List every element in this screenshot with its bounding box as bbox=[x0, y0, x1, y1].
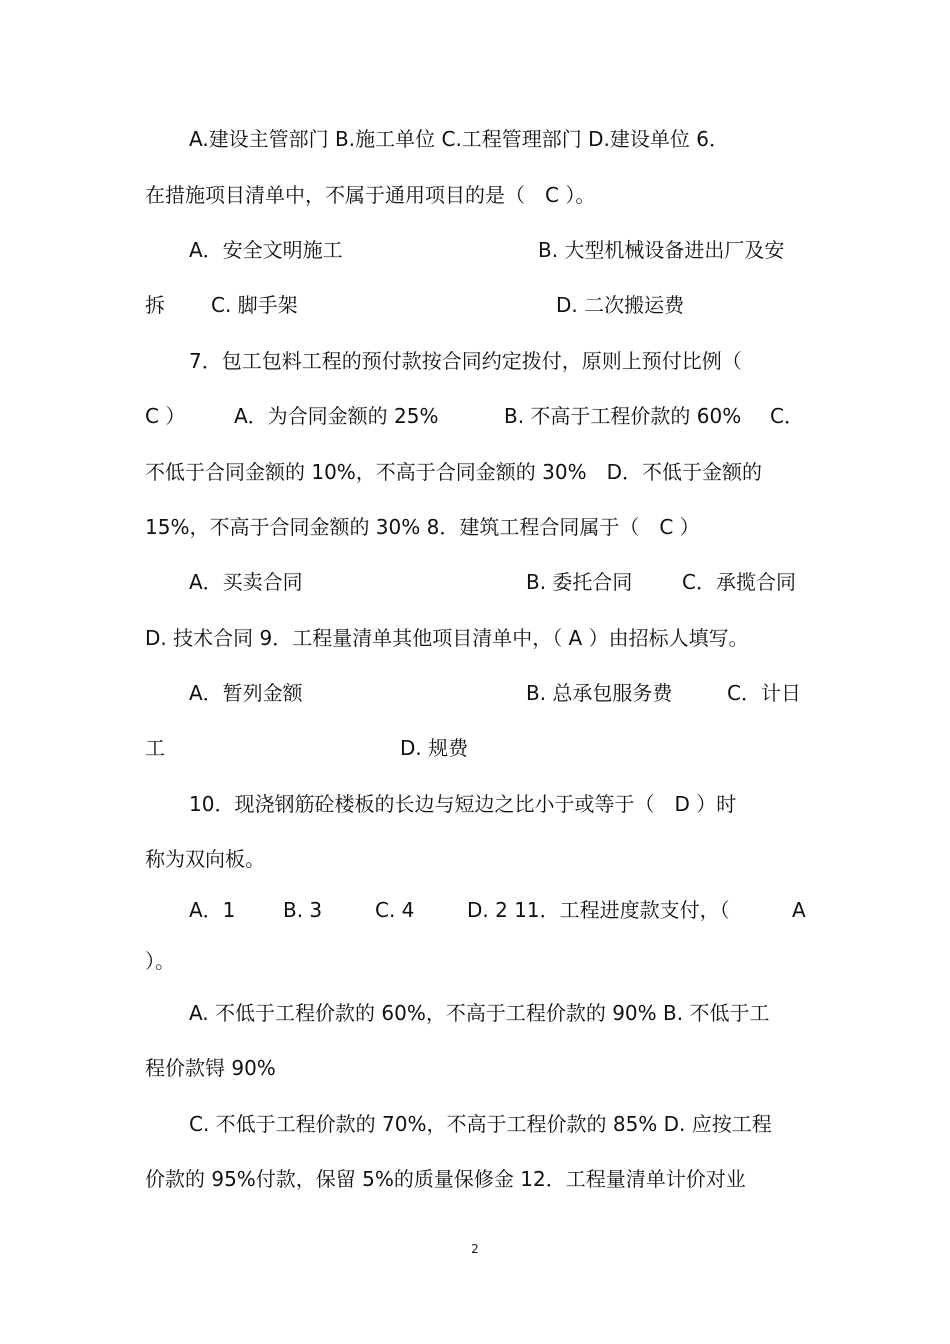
text-line-12 bbox=[0, 733, 950, 763]
text-segment: 程价款锝 90% bbox=[145, 1056, 276, 1080]
option-a: A．买卖合同 bbox=[189, 570, 303, 594]
option-b: B. 委托合同 bbox=[526, 570, 633, 594]
question-9: D. 技术合同 9．工程量清单其他项目清单中，（ A ）由招标人填写。 bbox=[145, 626, 749, 650]
text-line-14 bbox=[0, 844, 950, 874]
answer: A bbox=[792, 898, 806, 922]
text-line-20 bbox=[0, 1164, 950, 1194]
option-c: C．计日 bbox=[727, 681, 801, 705]
page-number: 2 bbox=[471, 1242, 479, 1256]
answer: C ） bbox=[145, 404, 186, 428]
option-a: A．1 bbox=[189, 898, 236, 922]
text-line-13 bbox=[0, 789, 950, 819]
text-segment: 称为双向板。 bbox=[145, 847, 265, 871]
option-c: C．承揽合同 bbox=[682, 570, 796, 594]
option-a: A．为合同金额的 25% bbox=[234, 404, 439, 428]
text-line-15 bbox=[0, 895, 950, 925]
option-b: B. 3 bbox=[283, 898, 323, 922]
text-segment: A. 不低于工程价款的 60%，不高于工程价款的 90% B. 不低于工 bbox=[189, 1001, 770, 1025]
option-b: B. 大型机械设备进出厂及安 bbox=[538, 238, 785, 262]
question-10: 10．现浇钢筋砼楼板的长边与短边之比小于或等于（ D ）时 bbox=[189, 792, 737, 816]
text-segment: 不低于合同金额的 10%，不高于合同金额的 30% D．不低于金额的 bbox=[145, 460, 763, 484]
text-line-6 bbox=[0, 401, 950, 431]
text-segment: C. 不低于工程价款的 70%，不高于工程价款的 85% D. 应按工程 bbox=[189, 1112, 772, 1136]
text-segment: 价款的 95%付款，保留 5%的质量保修金 12．工程量清单计价对业 bbox=[145, 1167, 746, 1191]
text-line-3 bbox=[0, 235, 950, 265]
option-c: C. 4 bbox=[375, 898, 415, 922]
option-a: A．暂列金额 bbox=[189, 681, 303, 705]
text-line-2 bbox=[0, 180, 950, 210]
text-segment: A.建设主管部门 B.施工单位 C.工程管理部门 D.建设单位 6． bbox=[189, 127, 729, 151]
text-line-11 bbox=[0, 678, 950, 708]
text-line-5 bbox=[0, 346, 950, 376]
text-line-17 bbox=[0, 998, 950, 1028]
text-segment: 工 bbox=[145, 736, 165, 760]
option-b: B. 总承包服务费 bbox=[526, 681, 673, 705]
text-line-9 bbox=[0, 567, 950, 597]
text-line-7 bbox=[0, 457, 950, 487]
text-segment: ）。 bbox=[145, 949, 175, 973]
text-line-4 bbox=[0, 290, 950, 320]
question-7: 7．包工包料工程的预付款按合同约定拨付，原则上预付比例（ bbox=[189, 349, 742, 373]
text-line-19 bbox=[0, 1109, 950, 1139]
option-c: C． bbox=[770, 404, 804, 428]
option-d: D. 规费 bbox=[400, 736, 469, 760]
text-line-16 bbox=[0, 946, 950, 976]
option-c: C. 脚手架 bbox=[211, 293, 298, 317]
text-line-8 bbox=[0, 512, 950, 542]
option-a: A．安全文明施工 bbox=[189, 238, 343, 262]
text-line-1 bbox=[0, 124, 950, 154]
option-d-question-11: D. 2 11．工程进度款支付，（ bbox=[467, 898, 730, 922]
text-segment: 拆 bbox=[145, 293, 165, 317]
option-d: D. 二次搬运费 bbox=[556, 293, 685, 317]
question-8: 15%，不高于合同金额的 30% 8．建筑工程合同属于（ C ） bbox=[145, 515, 700, 539]
option-b: B. 不高于工程价款的 60% bbox=[504, 404, 742, 428]
text-line-18 bbox=[0, 1053, 950, 1083]
text-line-10 bbox=[0, 623, 950, 653]
text-segment: 在措施项目清单中，不属于通用项目的是（ C ）。 bbox=[145, 183, 596, 207]
